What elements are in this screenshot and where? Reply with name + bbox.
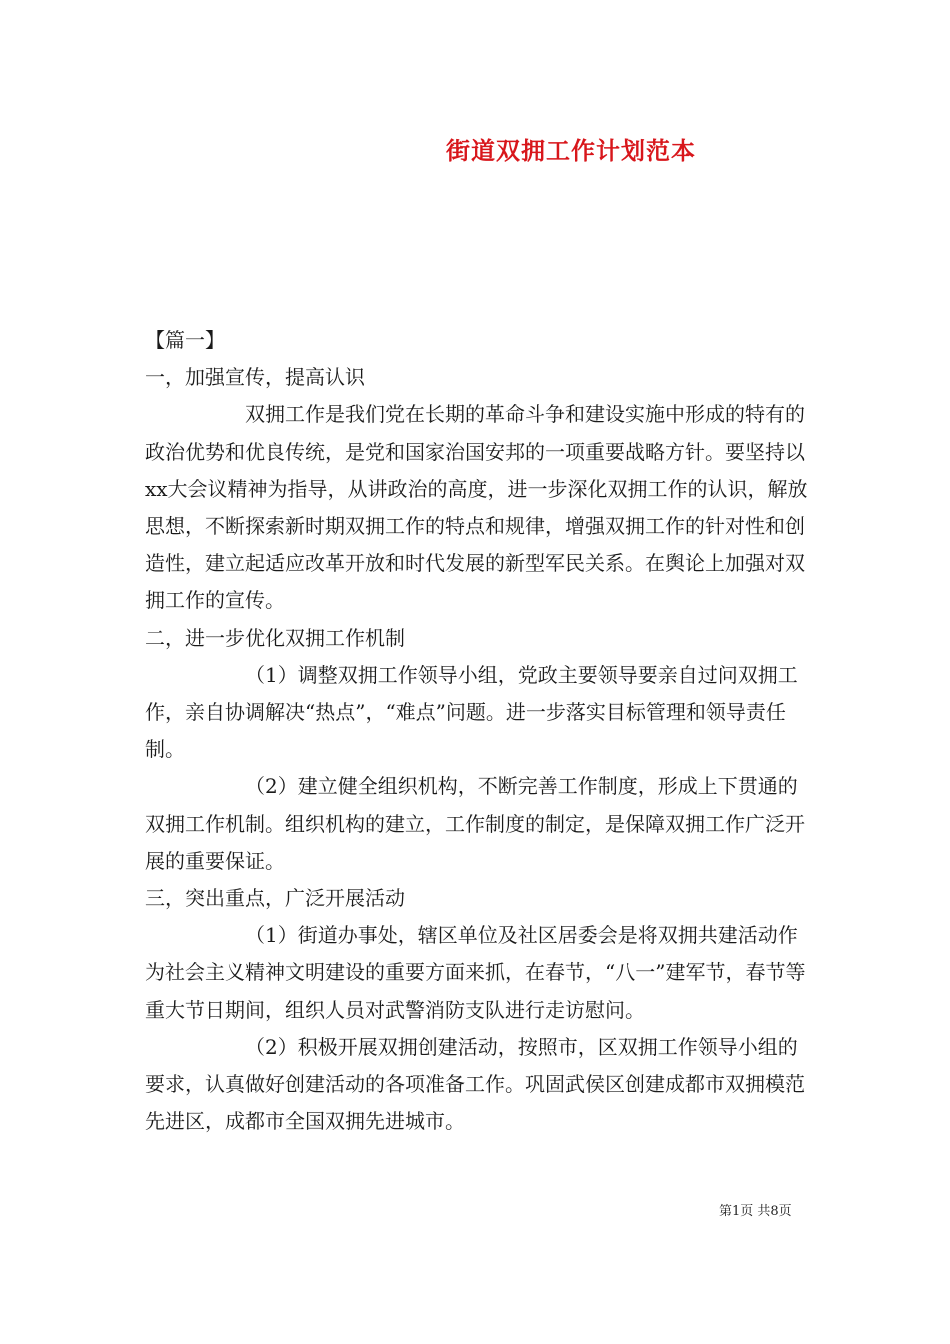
section-heading-2: 二，进一步优化双拥工作机制 — [145, 625, 405, 650]
document-body — [145, 322, 810, 1140]
paragraph: （2）建立健全组织机构，不断完善工作制度，形成上下贯通的双拥工作机制。组织机构的建立，工作制度的制定，是保障双拥工作广泛开展的重要保证。 — [145, 774, 805, 873]
paragraph: （2）积极开展双拥创建活动，按照市，区双拥工作领导小组的要求，认真做好创建活动的各项准备工作。巩固武侯区创建成都市双拥模范先进区，成都市全国双拥先进城市。 — [145, 1034, 805, 1134]
paragraph: （1）调整双拥工作领导小组，党政主要领导要亲自过问双拥工作，亲自协调解决“热点”，“难点”问题。进一步落实目标管理和领导责任制。 — [145, 662, 798, 762]
paragraph: 双拥工作是我们党在长期的革命斗争和建设实施中形成的特有的政治优势和优良传统，是党和国家治国安邦的一项重要战略方针。要坚持以xx大会议精神为指导，从讲政治的高度，进一步深化双拥工作的认识，解放思想，不断探索新时期双拥工作的特点和规律，增强双拥工作的针对性和创造性，建立起适应改革开放和时代发展的新型军民关系。在舆论上加强对双拥工作的宣传。 — [145, 402, 808, 613]
section-label: 【篇一】 — [145, 328, 225, 352]
document-title: 街道双拥工作计划范本 — [446, 136, 696, 165]
paragraph: （1）街道办事处，辖区单位及社区居委会是将双拥共建活动作为社会主义精神文明建设的重要方面来抓，在春节，“八一”建军节，春节等重大节日期间，组织人员对武警消防支队进行走访慰问。 — [145, 923, 806, 1022]
section-heading-1: 一，加强宣传，提高认识 — [145, 365, 365, 390]
page-number: 第1页 共8页 — [719, 1204, 792, 1219]
section-heading-3: 三，突出重点，广泛开展活动 — [145, 886, 405, 911]
